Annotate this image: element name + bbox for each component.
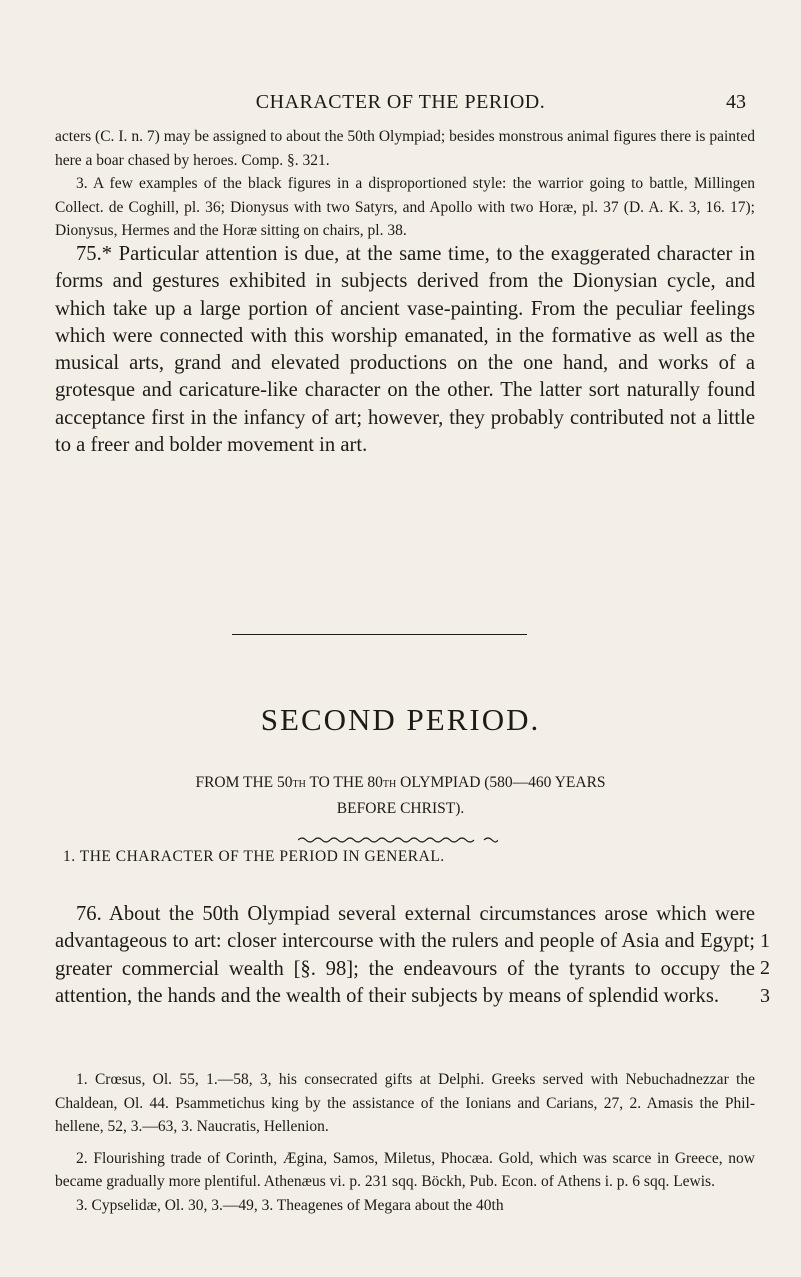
margin-number: 3 (760, 984, 770, 1007)
section-75-paragraph: 75.* Particular attention is due, at the same time, to the exaggerated character in forms and gestures exhibited in subjects derived from the Dionysian cycle, and which take up a large portion of ancient vase-painting. From the peculiar feelings which were connected with this worship emanated, in the formative as well as the musical arts, grand and elevated productions on the one hand, and works of a grotesque and caricature-like character on the other. The latter sort naturally found acceptance first in the infancy of art; however, they probably contributed not a little to a freer and bolder movement in art. (55, 243, 755, 457)
footnote-3-bottom: 3. Cypselidæ, Ol. 30, 3.—49, 3. Theagenes of Megara about the 40th (76, 1196, 504, 1214)
section-75 (55, 241, 755, 459)
subtitle-suffix-2: TH (382, 779, 397, 790)
subtitle-text-c: OLYMPIAD (580—460 YEARS (396, 774, 606, 791)
subtitle-text-b: TO THE 80 (305, 774, 383, 791)
subtitle-text-a: FROM THE 50 (195, 774, 293, 791)
page-number: 43 (726, 91, 746, 113)
footnotes-bottom (55, 1068, 755, 1217)
footnote-continuation: acters (C. I. n. 7) may be assigned to about the 50th Olympiad; besides monstrous animal figures there is painted here a boar chased by heroes. Comp. §. 321. (55, 128, 755, 169)
wavy-divider (298, 836, 498, 844)
period-subtitle-line-1 (0, 771, 801, 797)
footnote-2: 2. Flourishing trade of Corinth, Ægina, Samos, Miletus, Phocæa. Gold, which was scarce in Greece, now became gradually more plentiful. Athenæus vi. p. 231 sqq. Böckh, Pub. Econ. of Athens i. p. 6 sqq. Lewis. (55, 1149, 755, 1190)
period-title: SECOND PERIOD. (260, 702, 541, 737)
margin-note-numbers (760, 928, 770, 1010)
period-subtitle (0, 771, 801, 821)
period-subtitle-line-2: BEFORE CHRIST). (336, 800, 465, 817)
footnote-1: 1. Crœsus, Ol. 55, 1.—58, 3, his consecrated gifts at Delphi. Greeks served with Nebuchadnezzar the Chaldean, Ol. 44. Psammetichus king by the assistance of the Ionians and Carians, 27, 2. Amasis the Phil-hellene, 52, 3.—63, 3. Naucratis, Hellenion. (55, 1071, 755, 1135)
footnote-3: 3. A few examples of the black figures in a disproportioned style: the warrior going to battle, Millingen Collect. de Coghill, pl. 36; Dionysus with two Satyrs, and Apollo with two Horæ, pl. 37 (D. A. K. 3, 16. 17); Dionysus, Hermes and the Horæ sitting on chairs, pl. 38. (55, 175, 755, 239)
section-76 (55, 901, 755, 1010)
section-76-paragraph: 76. About the 50th Olympiad several external circumstances arose which were advantageous to art: closer intercourse with the rulers and people of Asia and Egypt; greater commercial wealth [§. 98]; the endeavours of the tyrants to occupy the attention, the hands and the wealth of their subjects by means of splendid works. (55, 903, 755, 1007)
footnotes-top (55, 125, 755, 243)
section-heading: 1. THE CHARACTER OF THE PERIOD IN GENERAL. (63, 848, 445, 865)
running-header (0, 91, 801, 121)
subtitle-suffix-1: TH (292, 779, 306, 790)
margin-number: 1 (760, 930, 770, 952)
margin-number: 2 (760, 957, 770, 980)
divider-rule (232, 634, 527, 635)
running-title: CHARACTER OF THE PERIOD. (255, 91, 546, 113)
